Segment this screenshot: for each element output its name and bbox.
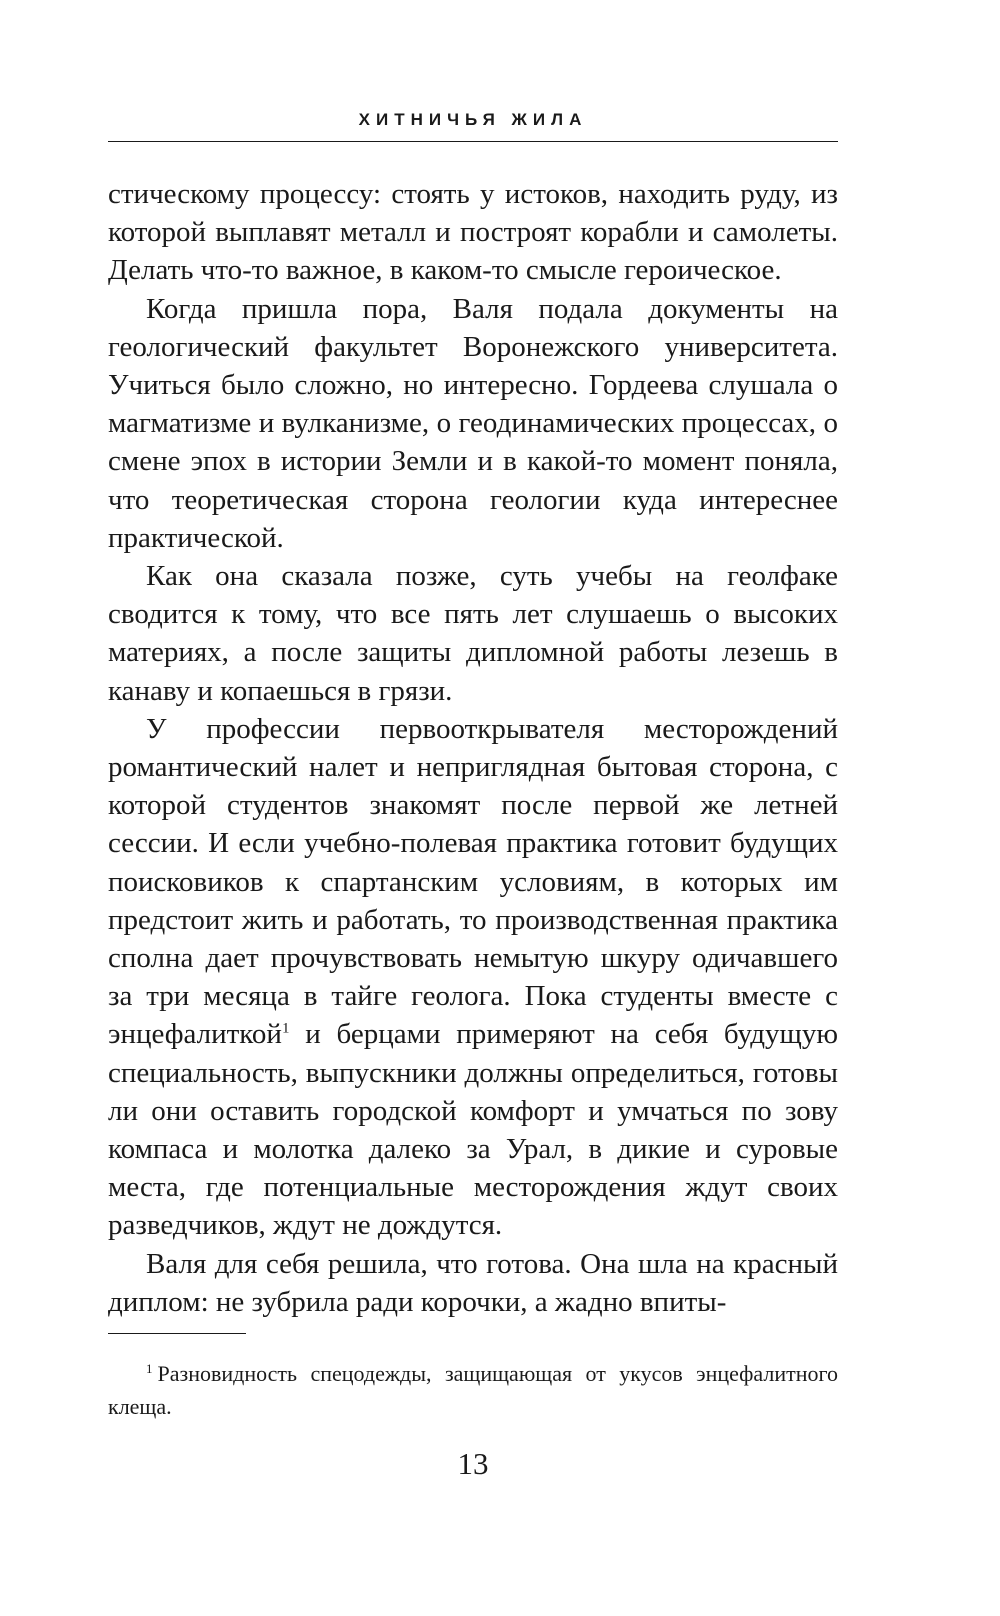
paragraph-4-part-2: и берцами примеряют на себя будущую специальность, выпускники должны определиться, готовы ли они оставить городской комфорт и умчаться по зову компаса и молотка далеко за Урал, в дикие и суровые места, где потенциальные месторождения ждут своих разведчиков, ждут не дождутся. — [108, 1018, 838, 1242]
paragraph-5: Валя для себя решила, что готова. Она шла на красный диплом: не зубрила ради корочки, а жадно впиты- — [108, 1247, 838, 1318]
page-number: 13 — [457, 1446, 489, 1481]
footnote-reference[interactable]: 1 — [281, 1020, 290, 1037]
footnote — [108, 1357, 838, 1423]
body-text — [108, 175, 838, 1321]
header-rule — [108, 141, 838, 142]
paragraph-2: Когда пришла пора, Валя подала документы на геологический факультет Воронежского университета. Учиться было сложно, но интересно. Гордеева слушала о магматизме и вулканизме, о геодинамических процессах, о смене эпох в истории Земли и в какой-то момент поняла, что теоретическая сторона геологии куда интереснее практической. — [108, 292, 838, 554]
paragraph-4 — [108, 710, 838, 1245]
running-head: ХИТНИЧЬЯ ЖИЛА — [358, 110, 588, 129]
paragraph-3: Как она сказала позже, суть учебы на геолфаке сводится к тому, что все пять лет слушаешь о высоких материях, а после защиты дипломной работы лезешь в канаву и копаешься в грязи. — [108, 560, 838, 707]
footnote-number: 1 — [146, 1360, 153, 1376]
paragraph-1: стическому процессу: стоять у истоков, находить руду, из которой выплавят металл и построят корабли и самолеты. Делать что-то важное, в каком-то смысле героическое. — [108, 178, 838, 287]
paragraph-4-part-1: У профессии первооткрывателя месторождений романтический налет и неприглядная бытовая сторона, с которой студентов знакомят после первой же летней сессии. И если учебно-полевая практика готовит будущих поисковиков к спартанским условиям, в которых им предстоит жить и работать, то производственная практика сполна дает прочувствовать немытую шкуру одичавшего за три месяца в тайге геолога. Пока студенты вместе с энцефалиткой — [108, 712, 838, 1051]
footnote-rule — [108, 1333, 246, 1334]
footnote-text: Разновидность спецодежды, защищающая от укусов энцефалитного клеща. — [108, 1361, 838, 1419]
